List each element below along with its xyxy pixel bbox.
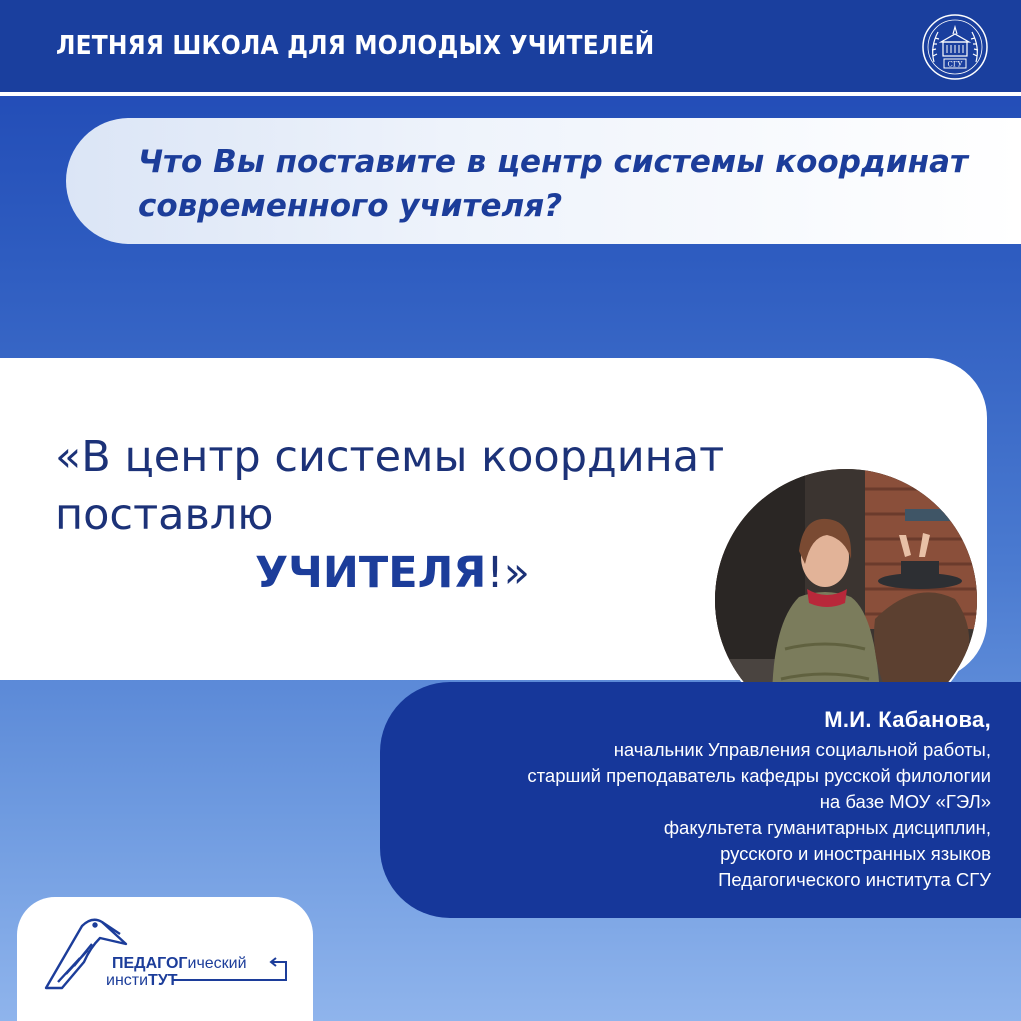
author-position bbox=[527, 737, 991, 893]
author-line: Педагогического института СГУ bbox=[718, 869, 991, 890]
quote-line-3 bbox=[255, 548, 530, 598]
quote-highlight: УЧИТЕЛЯ bbox=[255, 548, 487, 598]
author-line: начальник Управления социальной работы, bbox=[613, 739, 991, 760]
header-divider bbox=[0, 92, 1021, 96]
author-line: старший преподаватель кафедры русской филологии bbox=[527, 765, 991, 786]
pedagogical-institute-logo bbox=[40, 908, 300, 1008]
author-name: М.И. Кабанова, bbox=[824, 707, 991, 732]
header-title: ЛЕТНЯЯ ШКОЛА ДЛЯ МОЛОДЫХ УЧИТЕЛЕЙ bbox=[56, 31, 655, 61]
author-line: русского и иностранных языков bbox=[720, 843, 991, 864]
quote-ending: !» bbox=[486, 548, 530, 598]
author-line: факультета гуманитарных дисциплин, bbox=[663, 817, 991, 838]
quote-line-2: поставлю bbox=[55, 490, 274, 540]
svg-text:ПЕДАГОГический: ПЕДАГОГический bbox=[112, 955, 247, 972]
author-line: на базе МОУ «ГЭЛ» bbox=[819, 791, 991, 812]
svg-text:СГУ: СГУ bbox=[947, 60, 963, 69]
question-text bbox=[138, 140, 1018, 228]
question-line-2: современного учителя? bbox=[138, 188, 563, 224]
svg-text:инстиТУТ: инстиТУТ bbox=[106, 972, 178, 989]
question-line-1: Что Вы поставите в центр системы координат bbox=[138, 144, 968, 180]
sgu-logo-icon bbox=[920, 12, 990, 82]
quote-line-1: «В центр системы координат bbox=[55, 432, 725, 482]
header-bar bbox=[0, 0, 1021, 92]
